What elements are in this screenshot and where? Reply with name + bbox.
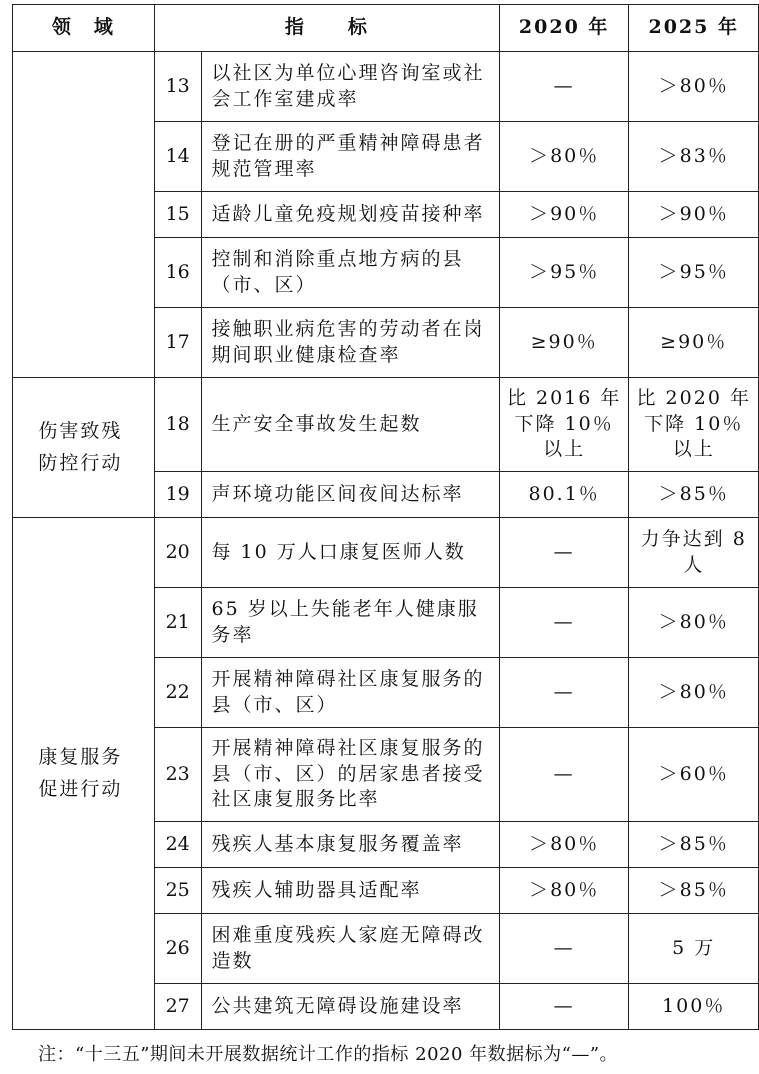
- value-2020: 80.1％: [499, 472, 629, 518]
- indicator-name: 开展精神障碍社区康复服务的县（市、区）: [201, 658, 499, 728]
- row-number: 27: [154, 984, 201, 1030]
- row-number: 18: [154, 378, 201, 472]
- indicator-name: 控制和消除重点地方病的县（市、区）: [201, 238, 499, 308]
- value-2020: ＞80％: [499, 822, 629, 868]
- header-row: [13, 5, 759, 52]
- row-number: 16: [154, 238, 201, 308]
- indicator-name: 生产安全事故发生起数: [201, 378, 499, 472]
- row-number: 25: [154, 868, 201, 914]
- value-2020: ＞90％: [499, 192, 629, 238]
- value-2020: —: [499, 658, 629, 728]
- value-2025: ＞85％: [629, 868, 759, 914]
- value-2020: —: [499, 518, 629, 588]
- indicator-name: 开展精神障碍社区康复服务的县（市、区）的居家患者接受社区康复服务比率: [201, 728, 499, 822]
- indicator-name: 残疾人辅助器具适配率: [201, 868, 499, 914]
- value-2020: —: [499, 588, 629, 658]
- row-number: 14: [154, 122, 201, 192]
- table-row: [13, 52, 759, 122]
- indicator-table: [12, 4, 759, 1030]
- table-row: [13, 518, 759, 588]
- indicator-name: 适龄儿童免疫规划疫苗接种率: [201, 192, 499, 238]
- indicator-name: 残疾人基本康复服务覆盖率: [201, 822, 499, 868]
- indicator-name: 65 岁以上失能老年人健康服务率: [201, 588, 499, 658]
- value-2025: 100％: [629, 984, 759, 1030]
- value-2020: ≥90％: [499, 308, 629, 378]
- value-2025: 力争达到 8 人: [629, 518, 759, 588]
- domain-cell: [13, 52, 155, 378]
- domain-label: 康复服务促进行动: [38, 746, 123, 800]
- table-row: [13, 378, 759, 472]
- row-number: 20: [154, 518, 201, 588]
- row-number: 22: [154, 658, 201, 728]
- value-2020: —: [499, 914, 629, 984]
- indicator-name: 公共建筑无障碍设施建设率: [201, 984, 499, 1030]
- row-number: 17: [154, 308, 201, 378]
- domain-cell: [13, 378, 155, 518]
- row-number: 24: [154, 822, 201, 868]
- value-2025: 5 万: [629, 914, 759, 984]
- indicator-name: 每 10 万人口康复医师人数: [201, 518, 499, 588]
- indicator-name: 登记在册的严重精神障碍患者规范管理率: [201, 122, 499, 192]
- domain-cell: [13, 518, 155, 1030]
- header-2025: 2025 年: [629, 5, 759, 52]
- footnote: 注：“十三五”期间未开展数据统计工作的指标 2020 年数据标为“—”。: [38, 1044, 619, 1065]
- value-2020: —: [499, 52, 629, 122]
- value-2020: ＞80％: [499, 868, 629, 914]
- value-2025: ≥90％: [629, 308, 759, 378]
- indicator-name: 以社区为单位心理咨询室或社会工作室建成率: [201, 52, 499, 122]
- value-2025: ＞80％: [629, 588, 759, 658]
- header-indicator: 指 标: [154, 5, 499, 52]
- header-domain: 领 域: [13, 5, 155, 52]
- value-2020: ＞95％: [499, 238, 629, 308]
- header-2020: 2020 年: [499, 5, 629, 52]
- value-2020: —: [499, 984, 629, 1030]
- row-number: 19: [154, 472, 201, 518]
- value-2025: ＞85％: [629, 472, 759, 518]
- indicator-name: 接触职业病危害的劳动者在岗期间职业健康检查率: [201, 308, 499, 378]
- row-number: 15: [154, 192, 201, 238]
- value-2020: 比 2016 年下降 10％以上: [499, 378, 629, 472]
- value-2025: ＞95％: [629, 238, 759, 308]
- value-2025: ＞60％: [629, 728, 759, 822]
- value-2025: 比 2020 年下降 10％以上: [629, 378, 759, 472]
- value-2025: ＞83％: [629, 122, 759, 192]
- row-number: 23: [154, 728, 201, 822]
- indicator-name: 声环境功能区间夜间达标率: [201, 472, 499, 518]
- row-number: 13: [154, 52, 201, 122]
- value-2025: ＞80％: [629, 658, 759, 728]
- value-2020: ＞80％: [499, 122, 629, 192]
- value-2025: ＞90％: [629, 192, 759, 238]
- value-2025: ＞80％: [629, 52, 759, 122]
- domain-label: 伤害致残防控行动: [38, 420, 123, 474]
- indicator-name: 困难重度残疾人家庭无障碍改造数: [201, 914, 499, 984]
- value-2020: —: [499, 728, 629, 822]
- value-2025: ＞85％: [629, 822, 759, 868]
- row-number: 26: [154, 914, 201, 984]
- row-number: 21: [154, 588, 201, 658]
